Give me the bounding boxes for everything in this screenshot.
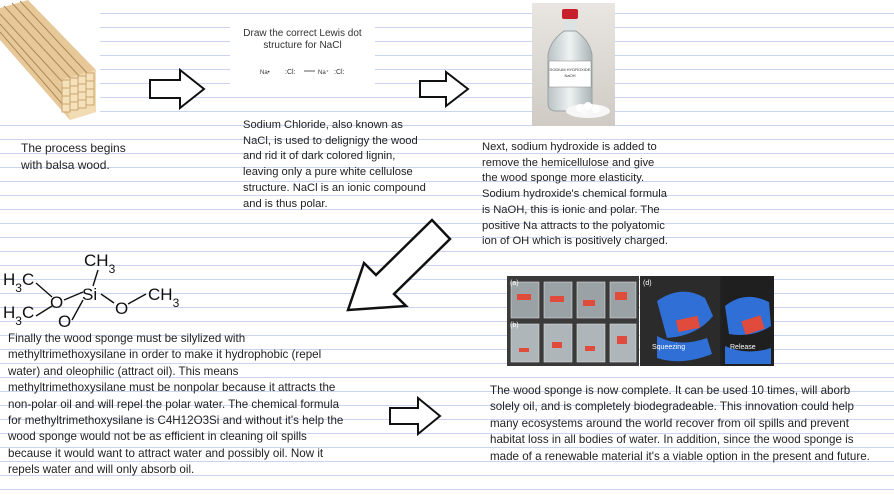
svg-text:NaOH: NaOH xyxy=(564,73,576,78)
wood-sponge-photo xyxy=(507,276,774,366)
step2-text: Sodium Chloride, also known as NaCl, is used to delignigy the wood and rid it of dark colored lignin, leaving only a pure white cellulose structure. NaCl is an ionic compound and is thus polar. xyxy=(243,119,426,210)
photo-label-squeezing: Squeezing xyxy=(652,344,686,351)
svg-text:SODIUM HYDROXIDE: SODIUM HYDROXIDE xyxy=(549,67,591,72)
right-arrow-icon xyxy=(418,70,470,108)
mol-h3c-left: $H_3C$ xyxy=(3,270,35,295)
mol-h3c-bottom: $H_3C$ xyxy=(3,303,35,328)
mol-si: Si xyxy=(82,285,98,304)
photo-label-a: (a) xyxy=(510,280,519,287)
lewis-title: Draw the correct Lewis dot structure for NaCl xyxy=(243,28,362,51)
right-arrow-icon xyxy=(388,396,442,436)
mol-o-right: O xyxy=(115,299,129,318)
lewis-cl-right: :Cl: xyxy=(334,69,345,76)
photo-label-d: (d) xyxy=(643,280,652,287)
right-arrow-icon xyxy=(148,68,206,110)
mol-o-bottom: O xyxy=(58,312,72,330)
lewis-diagram xyxy=(230,52,375,82)
photo-label-b: (b) xyxy=(510,322,519,329)
mol-ch3-right: $CH_3$ xyxy=(148,285,180,310)
photo-label-release: Release xyxy=(730,344,756,351)
step5-text: The wood sponge is now complete. It can be used 10 times, will aborb solely oil, and is completely biodegradeable. This innovation could help many ecosystems around the world recover from oil spills and prevent habitat loss in all bodies of water. In addition, since the wood sponge is made of a renewable material it's a viable option in the present and future. xyxy=(490,384,870,463)
step1-text: The process begins with balsa wood. xyxy=(21,141,126,172)
down-left-arrow-icon xyxy=(338,215,454,315)
methyltrimethoxysilane-structure xyxy=(0,248,200,330)
mol-o-left: O xyxy=(50,293,64,312)
lewis-cl-left: :Cl: xyxy=(285,69,296,76)
lewis-na-right: Na⁺ xyxy=(318,70,329,76)
lewis-structure-card xyxy=(230,25,375,95)
naoh-bottle-image xyxy=(532,3,615,126)
mol-ch3-top: $CH_3$ xyxy=(84,251,116,276)
lewis-na-left: Na• xyxy=(260,70,270,76)
step4-text: Finally the wood sponge must be silylized with methyltrimethoxysilane in order to make it hydrophobic (repel water) and oleophilic (attract oil). This means methyltrimethoxysilane must be nonpolar because it attracts the non-polar oil and will repel the polar water. The chemical formula for methyltrimethoxysilane is C4H12O3Si and without it's help the wood sponge would not be as efficient in cleaning oil spills because it would want to attract water and possibly oil. Now it repels water and will only absorb oil. xyxy=(8,332,344,477)
balsa-wood-image xyxy=(0,0,100,125)
step3-text: Next, sodium hydroxide is added to remove the hemicellulose and give the wood sponge more elasticity. Sodium hydroxide's chemical formula is NaOH, this is ionic and polar. The positive Na attracts to the polyatomic ion of OH which is positively charged. xyxy=(482,141,668,248)
